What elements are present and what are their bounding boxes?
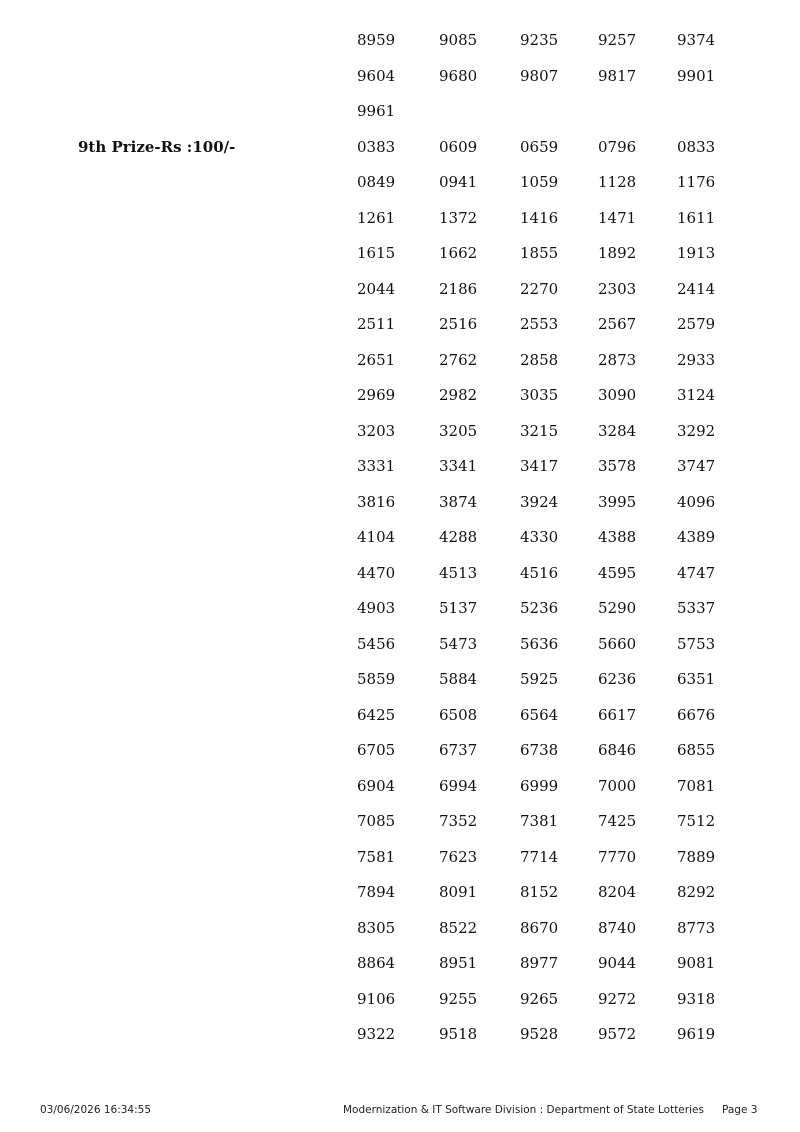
result-row: [0, 769, 800, 805]
ticket-number: 2414: [677, 279, 716, 298]
ticket-number: 9680: [439, 66, 478, 85]
ticket-number: 1615: [357, 244, 396, 262]
result-row: [0, 662, 800, 698]
ticket-number: 1128: [598, 173, 637, 191]
ticket-number: 1662: [439, 244, 478, 262]
ticket-number: 4389: [677, 528, 716, 546]
ticket-number: 9518: [439, 1025, 478, 1043]
ticket-number: 9272: [598, 989, 637, 1008]
ticket-number: 3124: [677, 386, 716, 404]
ticket-number: 2303: [598, 279, 637, 298]
ticket-number: 8670: [520, 918, 559, 937]
ticket-number: 4747: [677, 563, 716, 582]
ticket-number: 4513: [439, 563, 478, 582]
ticket-number: 0609: [439, 137, 478, 156]
ticket-number: 5137: [439, 599, 478, 617]
ticket-number: 8204: [598, 883, 637, 901]
footer-organization: Modernization & IT Software Division : Department of State Lotteries: [343, 1104, 704, 1116]
ticket-number: 2858: [520, 350, 559, 369]
result-row: [0, 627, 800, 663]
ticket-number: 1261: [357, 208, 396, 227]
ticket-number: 1416: [520, 208, 559, 227]
ticket-number: 7770: [598, 847, 637, 866]
ticket-number: 0659: [520, 137, 559, 156]
ticket-number: 4096: [677, 492, 716, 511]
ticket-number: 5884: [439, 670, 478, 688]
ticket-number: 6425: [357, 705, 396, 724]
ticket-number: 3090: [598, 386, 637, 404]
ticket-number: 3578: [598, 457, 637, 475]
ticket-number: 1913: [677, 244, 716, 262]
ticket-number: 0849: [357, 173, 396, 191]
ticket-number: 3203: [357, 421, 396, 440]
result-row: [0, 875, 800, 911]
ticket-number: 6738: [520, 741, 559, 759]
ticket-number: 3205: [439, 421, 478, 440]
ticket-number: 6236: [598, 670, 637, 688]
result-row: [0, 23, 800, 59]
ticket-number: 8292: [677, 883, 716, 901]
ticket-number: 7894: [357, 883, 396, 901]
ticket-number: 6617: [598, 705, 637, 724]
ticket-number: 8951: [439, 954, 478, 972]
ticket-number: 2969: [357, 386, 396, 404]
ticket-number: 9901: [677, 66, 716, 85]
ticket-number: 3874: [439, 492, 478, 511]
ticket-number: 6846: [598, 741, 637, 759]
result-row: [0, 840, 800, 876]
ticket-number: 9085: [439, 31, 478, 49]
result-row: [0, 272, 800, 308]
ticket-number: 4903: [357, 599, 396, 617]
ticket-number: 6855: [677, 741, 716, 759]
footer-page-number: Page 3: [722, 1104, 758, 1116]
ticket-number: 6904: [357, 776, 396, 795]
ticket-number: 2553: [520, 315, 559, 333]
ticket-number: 5337: [677, 599, 716, 617]
ticket-number: 1176: [677, 173, 716, 191]
ticket-number: 9604: [357, 66, 396, 85]
ticket-number: 1855: [520, 244, 559, 262]
ticket-number: 7512: [677, 812, 716, 830]
ticket-number: 8977: [520, 954, 559, 972]
ticket-number: 9257: [598, 31, 637, 49]
ticket-number: 6564: [520, 705, 559, 724]
ticket-number: 1611: [677, 208, 716, 227]
result-row: [0, 556, 800, 592]
page-footer: [0, 1104, 800, 1122]
ticket-number: 3816: [357, 492, 396, 511]
ticket-number: 1892: [598, 244, 637, 262]
ticket-number: 9807: [520, 66, 559, 85]
ticket-number: 8740: [598, 918, 637, 937]
ticket-number: 8522: [439, 918, 478, 937]
ticket-number: 8091: [439, 883, 478, 901]
ticket-number: 6994: [439, 776, 478, 795]
result-row: [0, 591, 800, 627]
result-row: [0, 449, 800, 485]
ticket-number: 1372: [439, 208, 478, 227]
ticket-number: 9255: [439, 989, 478, 1008]
ticket-number: 7714: [520, 847, 559, 866]
ticket-number: 8959: [357, 31, 396, 49]
result-row: [0, 1017, 800, 1053]
ticket-number: 6676: [677, 705, 716, 724]
ticket-number: 8864: [357, 954, 396, 972]
ticket-number: 4470: [357, 563, 396, 582]
ticket-number: 7425: [598, 812, 637, 830]
result-row: [0, 130, 800, 166]
ticket-number: 0383: [357, 137, 396, 156]
result-row: [0, 94, 800, 130]
ticket-number: 4104: [357, 528, 396, 546]
ticket-number: 3035: [520, 386, 559, 404]
ticket-number: 9044: [598, 954, 637, 972]
ticket-number: 2567: [598, 315, 637, 333]
prize-label: 9th Prize-Rs :100/-: [78, 137, 236, 156]
ticket-number: 7623: [439, 847, 478, 866]
ticket-number: 8152: [520, 883, 559, 901]
ticket-number: 5925: [520, 670, 559, 688]
ticket-number: 9081: [677, 954, 716, 972]
ticket-number: 7889: [677, 847, 716, 866]
ticket-number: 5236: [520, 599, 559, 617]
ticket-number: 9619: [677, 1025, 716, 1043]
ticket-number: 5290: [598, 599, 637, 617]
ticket-number: 6737: [439, 741, 478, 759]
ticket-number: 3995: [598, 492, 637, 511]
result-row: [0, 165, 800, 201]
ticket-number: 6508: [439, 705, 478, 724]
ticket-number: 3341: [439, 457, 478, 475]
result-row: [0, 343, 800, 379]
ticket-number: 5473: [439, 634, 478, 653]
ticket-number: 3417: [520, 457, 559, 475]
ticket-number: 9322: [357, 1025, 396, 1043]
ticket-number: 3924: [520, 492, 559, 511]
result-row: [0, 378, 800, 414]
ticket-number: 3215: [520, 421, 559, 440]
ticket-number: 2651: [357, 350, 396, 369]
result-row: [0, 414, 800, 450]
ticket-number: 2270: [520, 279, 559, 298]
ticket-number: 6999: [520, 776, 559, 795]
ticket-number: 1059: [520, 173, 559, 191]
ticket-number: 9528: [520, 1025, 559, 1043]
ticket-number: 2982: [439, 386, 478, 404]
ticket-number: 2516: [439, 315, 478, 333]
ticket-number: 0833: [677, 137, 716, 156]
ticket-number: 5859: [357, 670, 396, 688]
ticket-number: 6705: [357, 741, 396, 759]
result-row: [0, 59, 800, 95]
ticket-number: 2762: [439, 350, 478, 369]
ticket-number: 9318: [677, 989, 716, 1008]
result-row: [0, 307, 800, 343]
ticket-number: 4516: [520, 563, 559, 582]
ticket-number: 5636: [520, 634, 559, 653]
ticket-number: 2044: [357, 279, 396, 298]
ticket-number: 5456: [357, 634, 396, 653]
ticket-number: 3292: [677, 421, 716, 440]
ticket-number: 7000: [598, 776, 637, 795]
result-row: [0, 946, 800, 982]
ticket-number: 5660: [598, 634, 637, 653]
result-row: [0, 485, 800, 521]
ticket-number: 9961: [357, 102, 396, 120]
ticket-number: 9374: [677, 31, 716, 49]
ticket-number: 2933: [677, 350, 716, 369]
ticket-number: 4595: [598, 563, 637, 582]
ticket-number: 7581: [357, 847, 396, 866]
ticket-number: 1471: [598, 208, 637, 227]
ticket-number: 3284: [598, 421, 637, 440]
footer-datetime: 03/06/2026 16:34:55: [40, 1104, 152, 1116]
ticket-number: 8773: [677, 918, 716, 937]
ticket-number: 3747: [677, 457, 716, 475]
ticket-number: 9235: [520, 31, 559, 49]
ticket-number: 2579: [677, 315, 716, 333]
ticket-number: 2873: [598, 350, 637, 369]
ticket-number: 9106: [357, 989, 396, 1008]
ticket-number: 7081: [677, 776, 716, 795]
results-sheet: [0, 23, 800, 1053]
ticket-number: 0941: [439, 173, 478, 191]
ticket-number: 4330: [520, 528, 559, 546]
result-row: [0, 520, 800, 556]
result-row: [0, 982, 800, 1018]
ticket-number: 9817: [598, 66, 637, 85]
ticket-number: 6351: [677, 670, 716, 688]
ticket-number: 3331: [357, 457, 396, 475]
ticket-number: 5753: [677, 634, 716, 653]
ticket-number: 4288: [439, 528, 478, 546]
ticket-number: 7352: [439, 812, 478, 830]
ticket-number: 8305: [357, 918, 396, 937]
result-row: [0, 236, 800, 272]
ticket-number: 7085: [357, 812, 396, 830]
ticket-number: 4388: [598, 528, 637, 546]
ticket-number: 2186: [439, 279, 478, 298]
result-row: [0, 698, 800, 734]
result-row: [0, 911, 800, 947]
ticket-number: 7381: [520, 812, 559, 830]
result-row: [0, 733, 800, 769]
ticket-number: 2511: [357, 315, 396, 333]
ticket-number: 0796: [598, 137, 637, 156]
result-row: [0, 804, 800, 840]
result-row: [0, 201, 800, 237]
ticket-number: 9572: [598, 1025, 637, 1043]
ticket-number: 9265: [520, 989, 559, 1008]
